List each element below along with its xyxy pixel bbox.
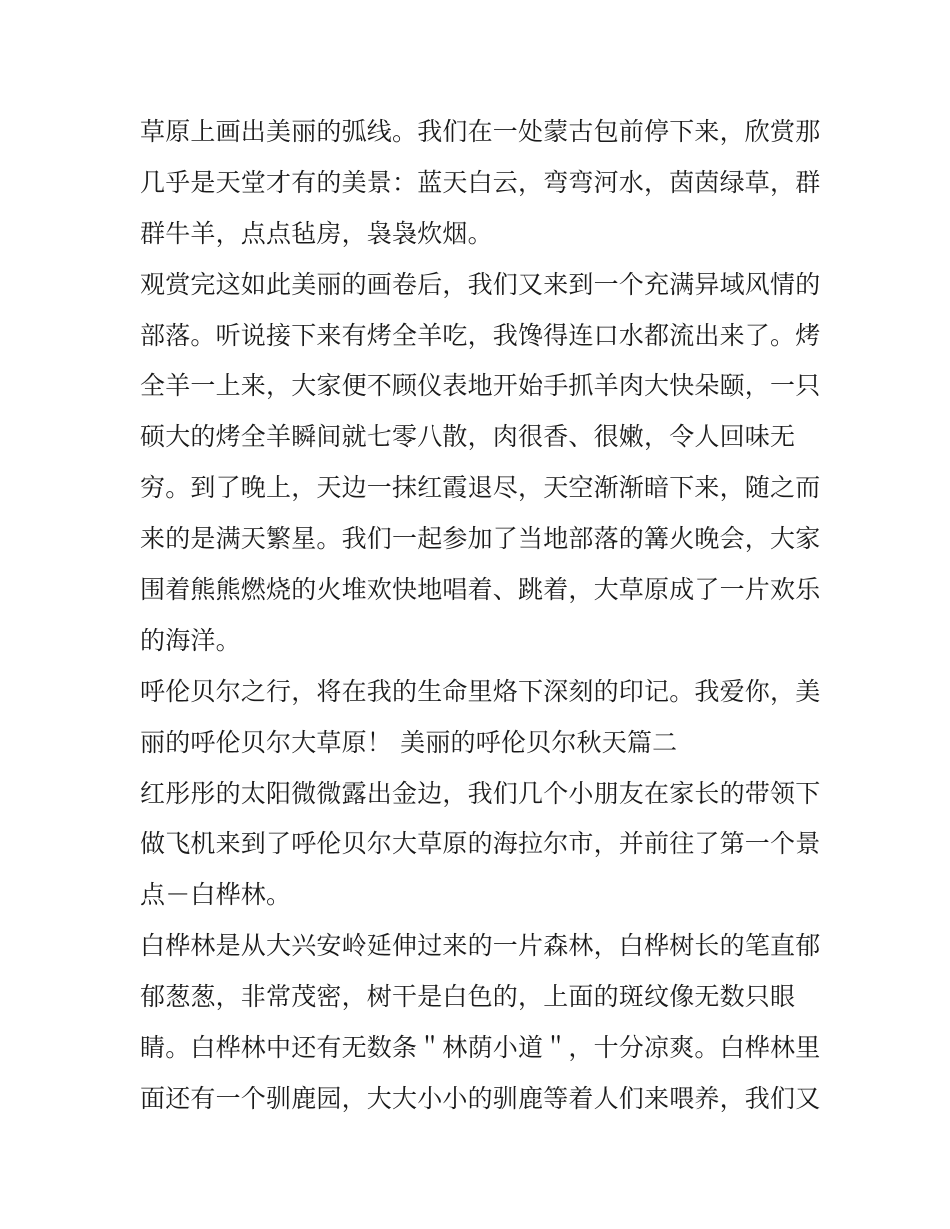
text-line: 呼伦贝尔之行，将在我的生命里烙下深刻的印记。我爱你，美 xyxy=(140,676,821,706)
text-line: 白桦林是从大兴安岭延伸过来的一片森林，白桦树长的笔直郁 xyxy=(140,931,821,961)
text-line: 的海洋。 xyxy=(140,625,241,655)
text-line: 睛。白桦林中还有无数条＂林荫小道＂，十分凉爽。白桦林里 xyxy=(140,1033,821,1063)
text-line: 草原上画出美丽的弧线。我们在一处蒙古包前停下来，欣赏那 xyxy=(140,117,821,146)
text-line: 部落。听说接下来有烤全羊吃，我馋得连口水都流出来了。烤 xyxy=(140,320,821,350)
text-line: 群牛羊，点点毡房，袅袅炊烟。 xyxy=(140,218,493,248)
text-line: 全羊一上来，大家便不顾仪表地开始手抓羊肉大快朵颐，一只 xyxy=(140,371,821,401)
text-line: 郁葱葱，非常茂密，树干是白色的，上面的斑纹像无数只眼 xyxy=(140,982,796,1012)
text-line: 做飞机来到了呼伦贝尔大草原的海拉尔市，并前往了第一个景 xyxy=(140,829,821,859)
text-line: 面还有一个驯鹿园，大大小小的驯鹿等着人们来喂养，我们又 xyxy=(140,1083,821,1113)
text-line: 几乎是天堂才有的美景：蓝天白云，弯弯河水，茵茵绿草，群 xyxy=(140,167,821,197)
text-line: 红彤彤的太阳微微露出金边，我们几个小朋友在家长的带领下 xyxy=(140,778,821,808)
text-line: 围着熊熊燃烧的火堆欢快地唱着、跳着，大草原成了一片欢乐 xyxy=(140,575,821,605)
text-line: 穷。到了晚上，天边一抹红霞退尽，天空渐渐暗下来，随之而 xyxy=(140,473,821,503)
text-line: 观赏完这如此美丽的画卷后，我们又来到一个充满异域风情的 xyxy=(140,269,821,299)
text-line: 点－白桦林。 xyxy=(140,880,292,910)
document-body xyxy=(140,107,820,1125)
text-line: 硕大的烤全羊瞬间就七零八散，肉很香、很嫩，令人回味无 xyxy=(140,422,796,452)
text-line: 来的是满天繁星。我们一起参加了当地部落的篝火晚会，大家 xyxy=(140,524,821,554)
text-line: 丽的呼伦贝尔大草原！ 美丽的呼伦贝尔秋天篇二 xyxy=(140,727,678,757)
